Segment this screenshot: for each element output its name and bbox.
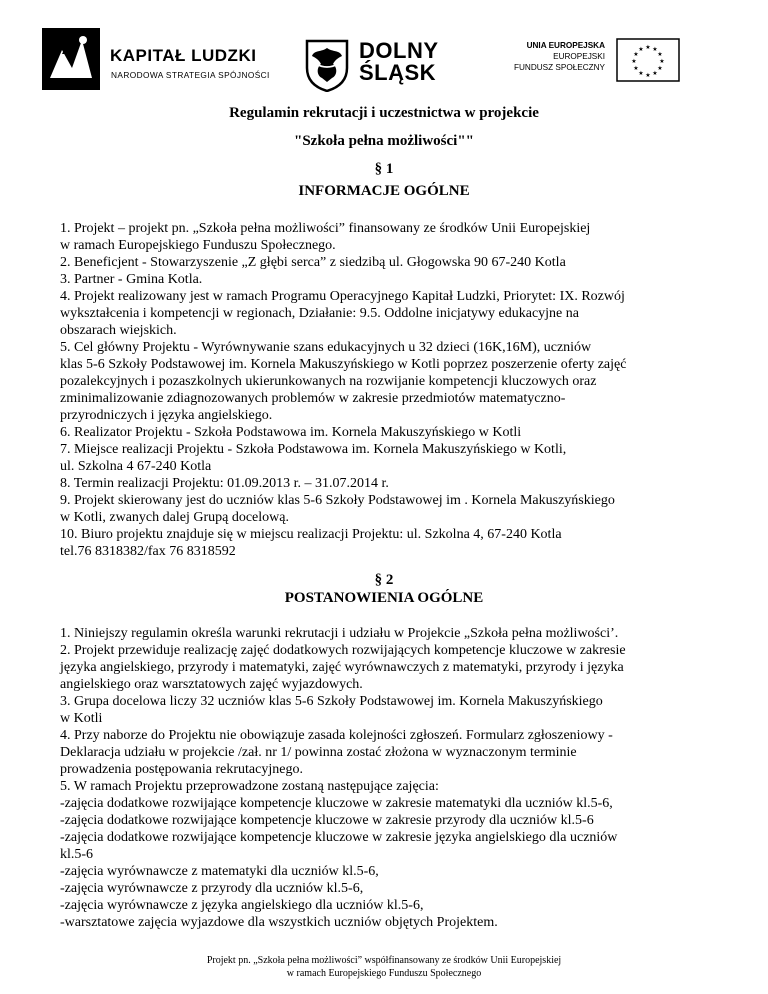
dolny-slask-line1: DOLNY — [359, 38, 439, 63]
kapital-ludzki-subtitle: NARODOWA STRATEGIA SPÓJNOŚCI — [111, 70, 270, 80]
ue-line2: EUROPEJSKI — [553, 52, 605, 61]
svg-text:★: ★ — [652, 70, 658, 77]
text-line: 4. Projekt realizowany jest w ramach Programu Operacyjnego Kapitał Ludzki, Priorytet: IX. Rozwój — [60, 289, 625, 304]
footer-line1: Projekt pn. „Szkoła pełna możliwości” współfinansowany ze środków Unii Europejskiej — [206, 955, 562, 966]
dolny-slask-logo — [304, 38, 474, 94]
text-line: 9. Projekt skierowany jest do uczniów klas 5-6 Szkoły Podstawowej im . Kornela Makuszyńskiego — [60, 493, 615, 508]
text-line: -zajęcia dodatkowe rozwijające kompetencje kluczowe w zakresie języka angielskiego dla uczniów — [60, 830, 618, 845]
text-line: przyrodniczych i języka angielskiego. — [60, 408, 273, 423]
text-line: obszarach wiejskich. — [60, 323, 177, 338]
text-line: kl.5-6 — [60, 847, 94, 862]
text-line: języka angielskiego, przyrody i matematyki, zajęć wyrównawczych z matematyki, przyrody i języka — [60, 660, 624, 675]
svg-text:★: ★ — [657, 65, 663, 72]
svg-text:★: ★ — [645, 44, 651, 51]
text-line: wykształcenia i kompetencji w regionach, Działanie: 9.5. Oddolne inicjatywy edukacyjne na — [60, 306, 579, 321]
text-line: 2. Beneficjent - Stowarzyszenie „Z głębi serca” z siedzibą ul. Głogowska 90 67-240 Kotla — [60, 255, 566, 270]
text-line: 5. W ramach Projektu przeprowadzone zostaną następujące zajęcia: — [60, 779, 439, 794]
document-title: Regulamin rekrutacji i uczestnictwa w projekcie — [229, 105, 539, 121]
text-line: -zajęcia wyrównawcze z języka angielskiego dla uczniów kl.5-6, — [60, 898, 424, 913]
text-line: 10. Biuro projektu znajduje się w miejscu realizacji Projektu: ul. Szkolna 4, 67-240 Kotla — [60, 527, 562, 542]
eagle-crest-icon — [304, 38, 350, 92]
text-line: -zajęcia dodatkowe rozwijające kompetencje kluczowe w zakresie przyrody dla uczniów kl.5-6 — [60, 813, 594, 828]
footer-line2: w ramach Europejskiego Funduszu Społecznego — [286, 968, 482, 979]
svg-text:★: ★ — [659, 58, 665, 65]
text-line: 1. Projekt – projekt pn. „Szkoła pełna możliwości” finansowany ze środków Unii Europejskiej — [60, 221, 591, 236]
text-line: ul. Szkolna 4 67-240 Kotla — [60, 459, 212, 474]
svg-text:★: ★ — [633, 65, 639, 72]
kapital-ludzki-title: KAPITAŁ LUDZKI — [110, 46, 257, 65]
text-line: tel.76 8318382/fax 76 8318592 — [60, 544, 236, 559]
svg-text:★: ★ — [633, 51, 639, 58]
section1-heading: INFORMACJE OGÓLNE — [298, 183, 470, 199]
svg-text:★: ★ — [638, 46, 644, 53]
ue-line1: UNIA EUROPEJSKA — [526, 41, 605, 50]
text-line: pozalekcyjnych i pozaszkolnych ukierunkowanych na rozwijanie kompetencji kluczowych oraz — [60, 374, 597, 389]
text-line: 3. Grupa docelowa liczy 32 uczniów klas 5-6 Szkoły Podstawowej im. Kornela Makuszyńskiego — [60, 694, 603, 709]
svg-text:★: ★ — [638, 70, 644, 77]
kapital-ludzki-logo — [42, 28, 292, 90]
text-line: w ramach Europejskiego Funduszu Społecznego. — [60, 238, 336, 253]
text-line: angielskiego oraz warsztatowych zajęć wyjazdowych. — [60, 677, 363, 692]
text-line: w Kotli — [60, 711, 103, 726]
kapital-ludzki-mark-icon — [42, 28, 100, 90]
text-line: 7. Miejsce realizacji Projektu - Szkoła Podstawowa im. Kornela Makuszyńskiego w Kotli, — [60, 442, 567, 457]
text-line: 2. Projekt przewiduje realizację zajęć dodatkowych rozwijających kompetencje kluczowe w zakresie — [60, 643, 626, 658]
text-line: w Kotli, zwanych dalej Grupą docelową. — [60, 510, 289, 525]
text-line: -zajęcia dodatkowe rozwijające kompetencje kluczowe w zakresie matematyki dla uczniów kl.5-6, — [60, 796, 613, 811]
section2-heading: POSTANOWIENIA OGÓLNE — [284, 590, 484, 606]
text-line: prowadzenia postępowania rekrutacyjnego. — [60, 762, 303, 777]
section2-body — [60, 625, 740, 931]
svg-text:★: ★ — [657, 51, 663, 58]
text-line: 1. Niniejszy regulamin określa warunki rekrutacji i udziału w Projekcie „Szkoła pełna możliwości’. — [60, 626, 619, 641]
project-name-title: "Szkoła pełna możliwości"" — [294, 133, 474, 149]
text-line: 3. Partner - Gmina Kotla. — [60, 272, 203, 287]
text-line: klas 5-6 Szkoły Podstawowej im. Kornela Makuszyńskiego w Kotli poprzez poszerzenie oferty zajęć — [60, 357, 627, 372]
text-line: 5. Cel główny Projektu - Wyrównywanie szans edukacyjnych u 32 dzieci (16K,16M), uczniów — [60, 340, 592, 355]
section1-body — [60, 220, 740, 560]
svg-text:★: ★ — [645, 72, 651, 79]
ue-text-block — [514, 40, 605, 73]
ue-line3: FUNDUSZ SPOŁECZNY — [514, 63, 605, 72]
eu-flag-icon — [616, 38, 680, 82]
text-line: zminimalizowanie zdiagnozowanych problemów w zakresie przedmiotów matematyczno- — [60, 391, 566, 406]
dolny-slask-line2: ŚLĄSK — [359, 60, 437, 85]
text-line: -warsztatowe zajęcia wyjazdowe dla wszystkich uczniów objętych Projektem. — [60, 915, 498, 930]
text-line: 8. Termin realizacji Projektu: 01.09.2013 r. – 31.07.2014 r. — [60, 476, 389, 491]
page-footer — [0, 954, 768, 980]
text-line: 6. Realizator Projektu - Szkoła Podstawowa im. Kornela Makuszyńskiego w Kotli — [60, 425, 522, 440]
text-line: -zajęcia wyrównawcze z matematyki dla uczniów kl.5-6, — [60, 864, 379, 879]
text-line: Deklaracja udziału w projekcie /zał. nr 1/ powinna zostać złożona w wyznaczonym terminie — [60, 745, 577, 760]
ue-efs-logo — [508, 38, 680, 88]
svg-text:★: ★ — [652, 46, 658, 53]
section1-number: § 1 — [374, 161, 394, 177]
section2-number: § 2 — [374, 572, 394, 588]
svg-text:★: ★ — [631, 58, 637, 65]
text-line: -zajęcia wyrównawcze z przyrody dla uczniów kl.5-6, — [60, 881, 364, 896]
text-line: 4. Przy naborze do Projektu nie obowiązuje zasada kolejności zgłoszeń. Formularz zgłoszeniowy - — [60, 728, 613, 743]
